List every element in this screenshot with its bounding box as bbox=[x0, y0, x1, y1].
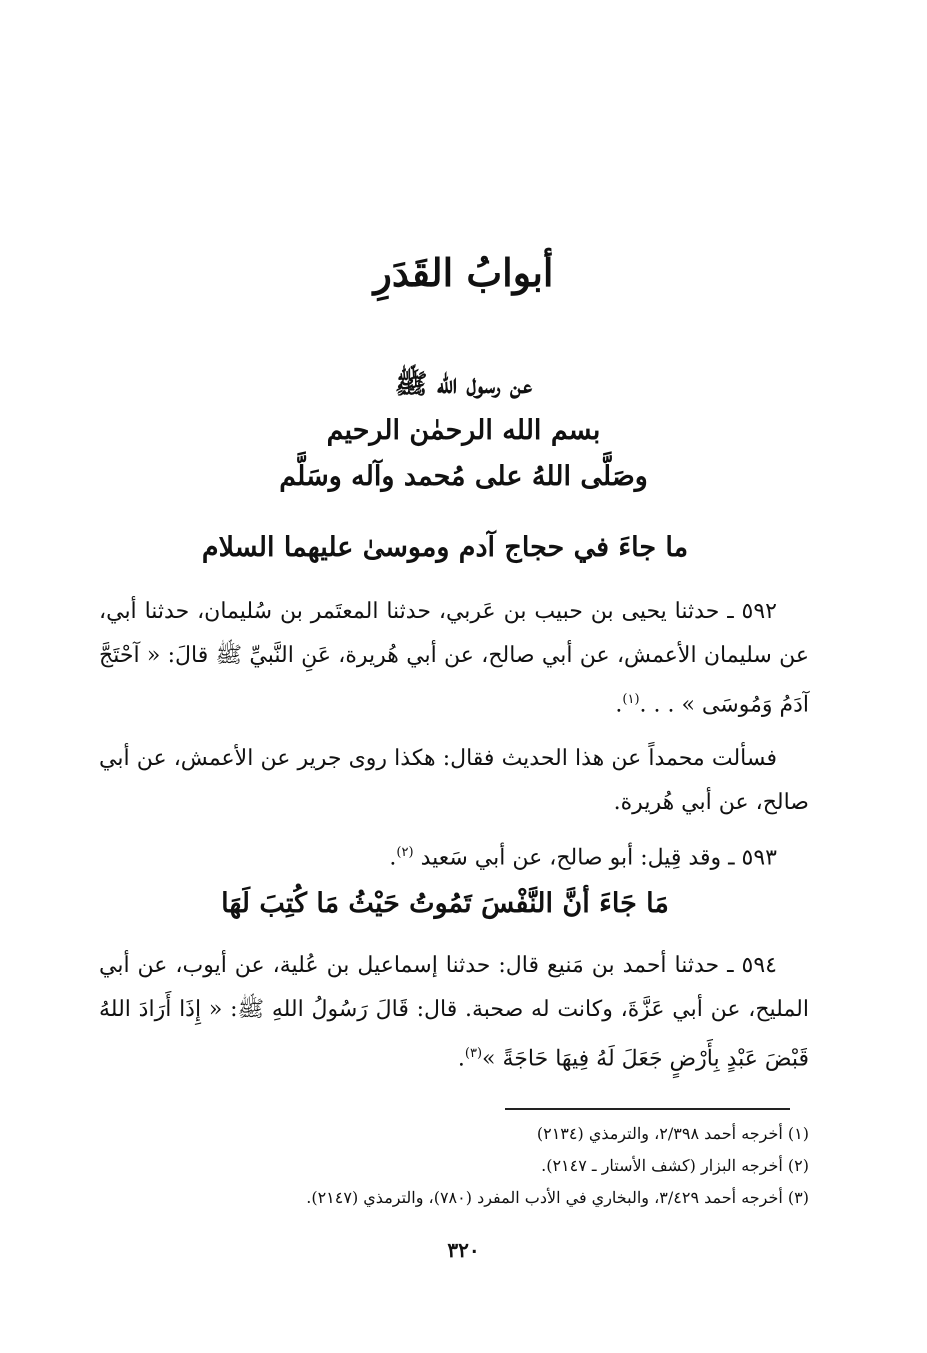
footnotes bbox=[99, 1118, 809, 1214]
text-block-2 bbox=[99, 944, 809, 1081]
intro-block bbox=[0, 362, 927, 500]
footnote-3: (٣) أخرجه أحمد ٣/٤٢٩، والبخاري في الأدب المفرد (٧٨٠)، والترمذي (٢١٤٧). bbox=[306, 1188, 809, 1207]
footnote-ref-1: (١) bbox=[622, 692, 640, 707]
hadith-594-text: ٥٩٤ ـ حدثنا أحمد بن مَنيع قال: حدثنا إسماعيل بن عُلية، عن أيوب، عن أبي المليح، عن أبي عَزَّةَ، وكانت له صحبة. قال: قَالَ رَسُولُ اللهِ ﷺ: « إِذَا أَرَادَ اللهُ قَبْضَ عَبْدٍ بِأَرْضٍ جَعَلَ لَهُ فِيهَا حَاجَةً » bbox=[99, 953, 809, 1072]
page-number: ٣٢٠ bbox=[447, 1238, 480, 1262]
main-title: أبوابُ القَدَرِ bbox=[373, 250, 554, 295]
text-block-1 bbox=[99, 590, 809, 881]
footnote-1: (١) أخرجه أحمد ٢/٣٩٨، والترمذي (٢١٣٤) bbox=[536, 1124, 809, 1143]
hadith-592: ٥٩٢ ـ حدثنا يحيى بن حبيب بن عَربي، حدثنا المعتَمر بن سُليمان، حدثنا أبي، عن سليمان الأعمش، عن أبي صالح، عن أبي هُريرة، عَنِ النَّبيِّ ﷺ قالَ: « آحْتَجَّ آدَمُ وَمُوسَى » . . .$^{(١)}$. bbox=[99, 599, 809, 718]
intro-line-3: وصَلَّى اللهُ على مُحمد وآله وسَلَّم bbox=[279, 461, 648, 492]
intro-line-2: بسم الله الرحمٰن الرحيم bbox=[326, 415, 601, 446]
footnote-2: (٢) أخرجه البزار (كشف الأستار ـ ٢١٤٧). bbox=[541, 1156, 809, 1175]
footnote-ref-3: (٣) bbox=[464, 1046, 483, 1061]
hadith-594: ٥٩٤ ـ حدثنا أحمد بن مَنيع قال: حدثنا إسماعيل بن عُلية، عن أيوب، عن أبي المليح، عن أبي عَزَّةَ، وكانت له صحبة. قال: قَالَ رَسُولُ اللهِ ﷺ: « إِذَا أَرَادَ اللهُ قَبْضَ عَبْدٍ بِأَرْضٍ جَعَلَ لَهُ فِيهَا حَاجَةً »$^{(٣)}$. bbox=[99, 953, 809, 1072]
footnote-ref-2: (٢) bbox=[396, 845, 414, 861]
hadith-593-text: ٥٩٣ ـ وقد قِيل: أبو صالح، عن أبي سَعيد bbox=[420, 845, 777, 871]
footnote-divider bbox=[505, 1108, 790, 1110]
hadith-592-text: ٥٩٢ ـ حدثنا يحيى بن حبيب بن عَربي، حدثنا المعتَمر بن سُليمان، حدثنا أبي، عن سليمان الأعمش، عن أبي صالح، عن أبي هُريرة، عَنِ النَّبيِّ ﷺ قالَ: « آحْتَجَّ آدَمُ وَمُوسَى » . . . bbox=[99, 599, 809, 718]
hadith-593: ٥٩٣ ـ وقد قِيل: أبو صالح، عن أبي سَعيد $^{(٢)}$. bbox=[389, 845, 777, 871]
chapter-title-1: ما جاءَ في حجاج آدم وموسىٰ عليهما السلام bbox=[201, 532, 689, 563]
intro-line-1: عن رسول الله ﷺ bbox=[394, 369, 533, 400]
paragraph-asked: فسألت محمداً عن هذا الحديث فقال: هكذا روى جرير عن الأعمش، عن أبي صالح، عن أبي هُريرة. bbox=[99, 746, 809, 816]
chapter-title-2: مَا جَاءَ أنَّ النَّفْسَ تَمُوتُ حَيْثُ مَا كُتِبَ لَهَا bbox=[221, 888, 669, 919]
